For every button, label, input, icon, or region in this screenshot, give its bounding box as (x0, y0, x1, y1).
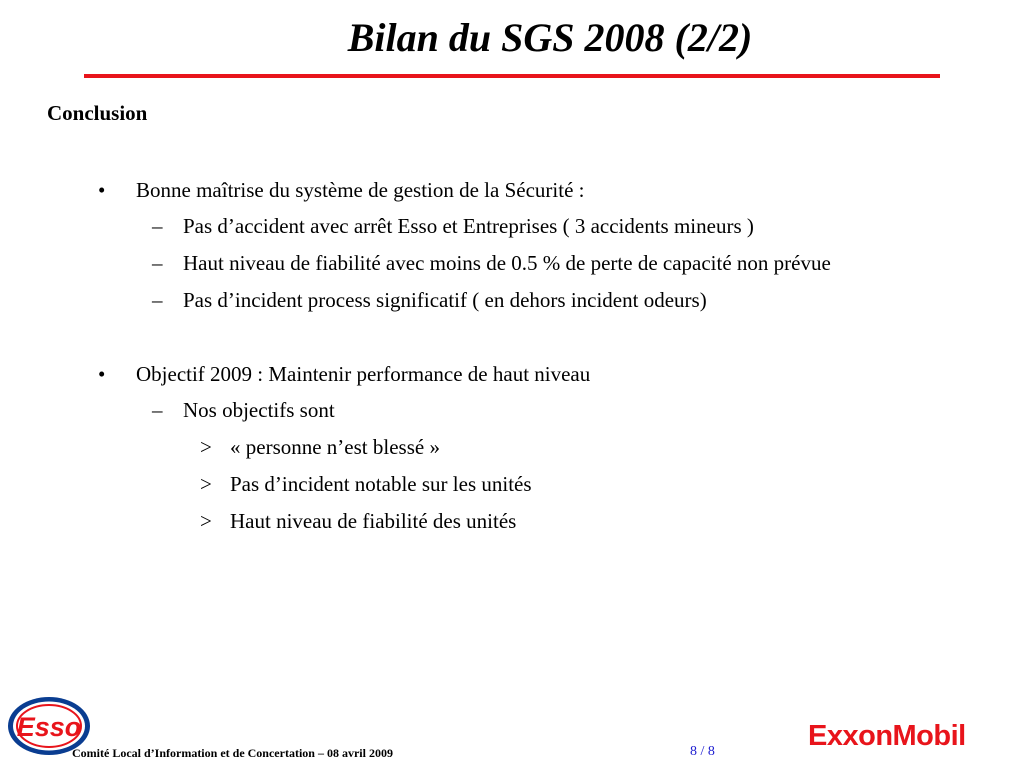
exxonmobil-logo (806, 712, 981, 752)
page-number: 8 / 8 (690, 744, 715, 759)
bullet-item: Objectif 2009 : Maintenir performance de haut niveau (136, 362, 591, 386)
svg-text:Esso: Esso (16, 712, 82, 742)
slide-title: Bilan du SGS 2008 (2/2) (347, 15, 753, 60)
dash-marker: – (152, 288, 163, 312)
section-heading: Conclusion (47, 101, 148, 125)
bullet-marker: • (98, 362, 106, 386)
sub-sub-bullet-item: Pas d’incident notable sur les unités (230, 472, 532, 496)
arrow-marker: > (200, 509, 212, 533)
sub-sub-bullet-item: « personne n’est blessé » (230, 435, 440, 459)
footer-text: Comité Local d’Information et de Concertation – 08 avril 2009 (72, 746, 393, 760)
sub-bullet-item: Pas d’accident avec arrêt Esso et Entreprises ( 3 accidents mineurs ) (183, 214, 754, 238)
arrow-marker: > (200, 472, 212, 496)
sub-sub-bullet-item: Haut niveau de fiabilité des unités (230, 509, 517, 533)
dash-marker: – (152, 398, 163, 422)
svg-text:ExxonMobil: ExxonMobil (808, 720, 966, 752)
sub-bullet-item: Nos objectifs sont (183, 398, 335, 422)
title-underline (84, 74, 940, 78)
dash-marker: – (152, 214, 163, 238)
bullet-item: Bonne maîtrise du système de gestion de la Sécurité : (136, 178, 585, 202)
arrow-marker: > (200, 435, 212, 459)
sub-bullet-item: Pas d’incident process significatif ( en dehors incident odeurs) (183, 288, 707, 312)
bullet-marker: • (98, 178, 106, 202)
dash-marker: – (152, 251, 163, 275)
sub-bullet-item: Haut niveau de fiabilité avec moins de 0.5 % de perte de capacité non prévue (183, 251, 831, 275)
